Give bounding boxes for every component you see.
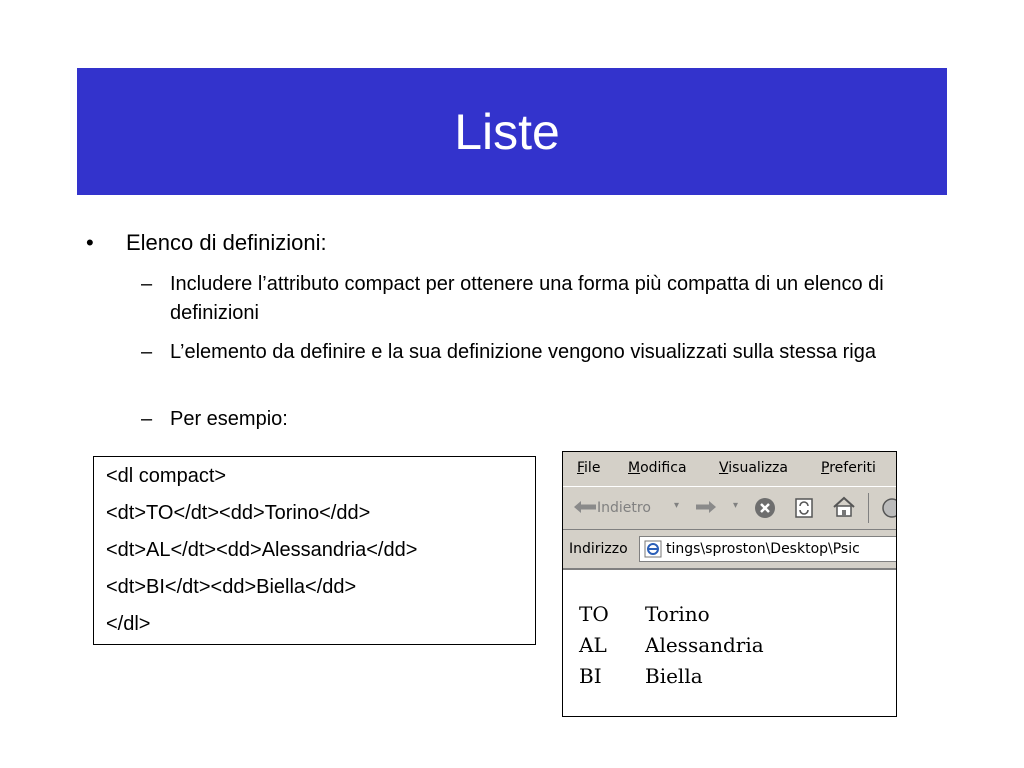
browser-toolbar bbox=[563, 486, 896, 530]
code-line: <dl compact> bbox=[106, 465, 227, 487]
menu-preferiti[interactable] bbox=[821, 460, 876, 476]
home-button[interactable] bbox=[832, 496, 856, 522]
definition-term: BI bbox=[579, 664, 602, 688]
sub-bullet-text: Per esempio: bbox=[170, 408, 288, 430]
stop-icon bbox=[754, 497, 776, 519]
browser-screenshot bbox=[562, 451, 897, 717]
forward-dropdown-icon[interactable]: ▾ bbox=[733, 500, 739, 511]
menu-preferiti-label: referiti bbox=[829, 460, 876, 476]
sub-bullet-marker: – bbox=[141, 341, 153, 363]
address-input[interactable] bbox=[639, 536, 897, 562]
back-button[interactable] bbox=[573, 500, 651, 516]
browser-content bbox=[563, 570, 896, 717]
menu-file-accel: F bbox=[577, 460, 585, 476]
code-line: </dl> bbox=[106, 613, 151, 635]
code-line: <dt>TO</dt><dd>Torino</dd> bbox=[106, 502, 371, 524]
code-line: <dt>BI</dt><dd>Biella</dd> bbox=[106, 576, 357, 598]
menu-file-label: ile bbox=[584, 460, 601, 476]
search-icon bbox=[881, 497, 897, 519]
toolbar-separator bbox=[868, 493, 869, 523]
address-bar bbox=[563, 530, 896, 570]
forward-arrow-icon bbox=[695, 500, 717, 514]
menu-visualizza[interactable] bbox=[719, 460, 788, 476]
refresh-button[interactable] bbox=[793, 497, 815, 523]
back-label: Indietro bbox=[597, 500, 651, 516]
menu-visualizza-accel: V bbox=[719, 460, 729, 476]
home-icon bbox=[832, 496, 856, 518]
menu-modifica-accel: M bbox=[628, 460, 641, 476]
search-button[interactable] bbox=[881, 497, 897, 523]
menu-file[interactable] bbox=[577, 460, 600, 476]
definition-description: Biella bbox=[645, 664, 703, 688]
slide-title: Liste bbox=[454, 103, 560, 160]
back-dropdown-icon[interactable]: ▾ bbox=[674, 500, 680, 511]
sub-bullet-text: Includere l’attributo compact per ottenere una forma più compatta di un elenco di definizioni bbox=[170, 273, 884, 324]
back-arrow-icon bbox=[573, 500, 597, 514]
menu-visualizza-label: isualizza bbox=[728, 460, 788, 476]
sub-bullet-text: L’elemento da definire e la sua definizione vengono visualizzati sulla stessa riga bbox=[170, 341, 876, 363]
menu-preferiti-accel: P bbox=[821, 460, 830, 476]
menu-modifica[interactable] bbox=[628, 460, 687, 476]
menu-modifica-label: odifica bbox=[640, 460, 687, 476]
ie-page-icon bbox=[644, 540, 662, 562]
definition-description: Alessandria bbox=[645, 633, 764, 657]
refresh-icon bbox=[793, 497, 815, 519]
stop-button[interactable] bbox=[754, 497, 776, 523]
menu-bar bbox=[563, 452, 896, 486]
definition-description: Torino bbox=[645, 602, 710, 626]
sub-bullet-marker: – bbox=[141, 273, 153, 295]
sub-bullet-marker: – bbox=[141, 408, 153, 430]
code-line: <dt>AL</dt><dd>Alessandria</dd> bbox=[106, 539, 418, 561]
code-example-box bbox=[93, 456, 536, 645]
bullet-marker: • bbox=[86, 230, 94, 255]
definition-term: AL bbox=[579, 633, 607, 657]
title-bar bbox=[77, 68, 947, 195]
address-label: Indirizzo bbox=[569, 541, 628, 557]
definition-term: TO bbox=[579, 602, 609, 626]
forward-button[interactable] bbox=[695, 500, 717, 518]
address-text: tings\sproston\Desktop\Psic bbox=[666, 541, 860, 557]
bullet-text: Elenco di definizioni: bbox=[126, 230, 327, 255]
